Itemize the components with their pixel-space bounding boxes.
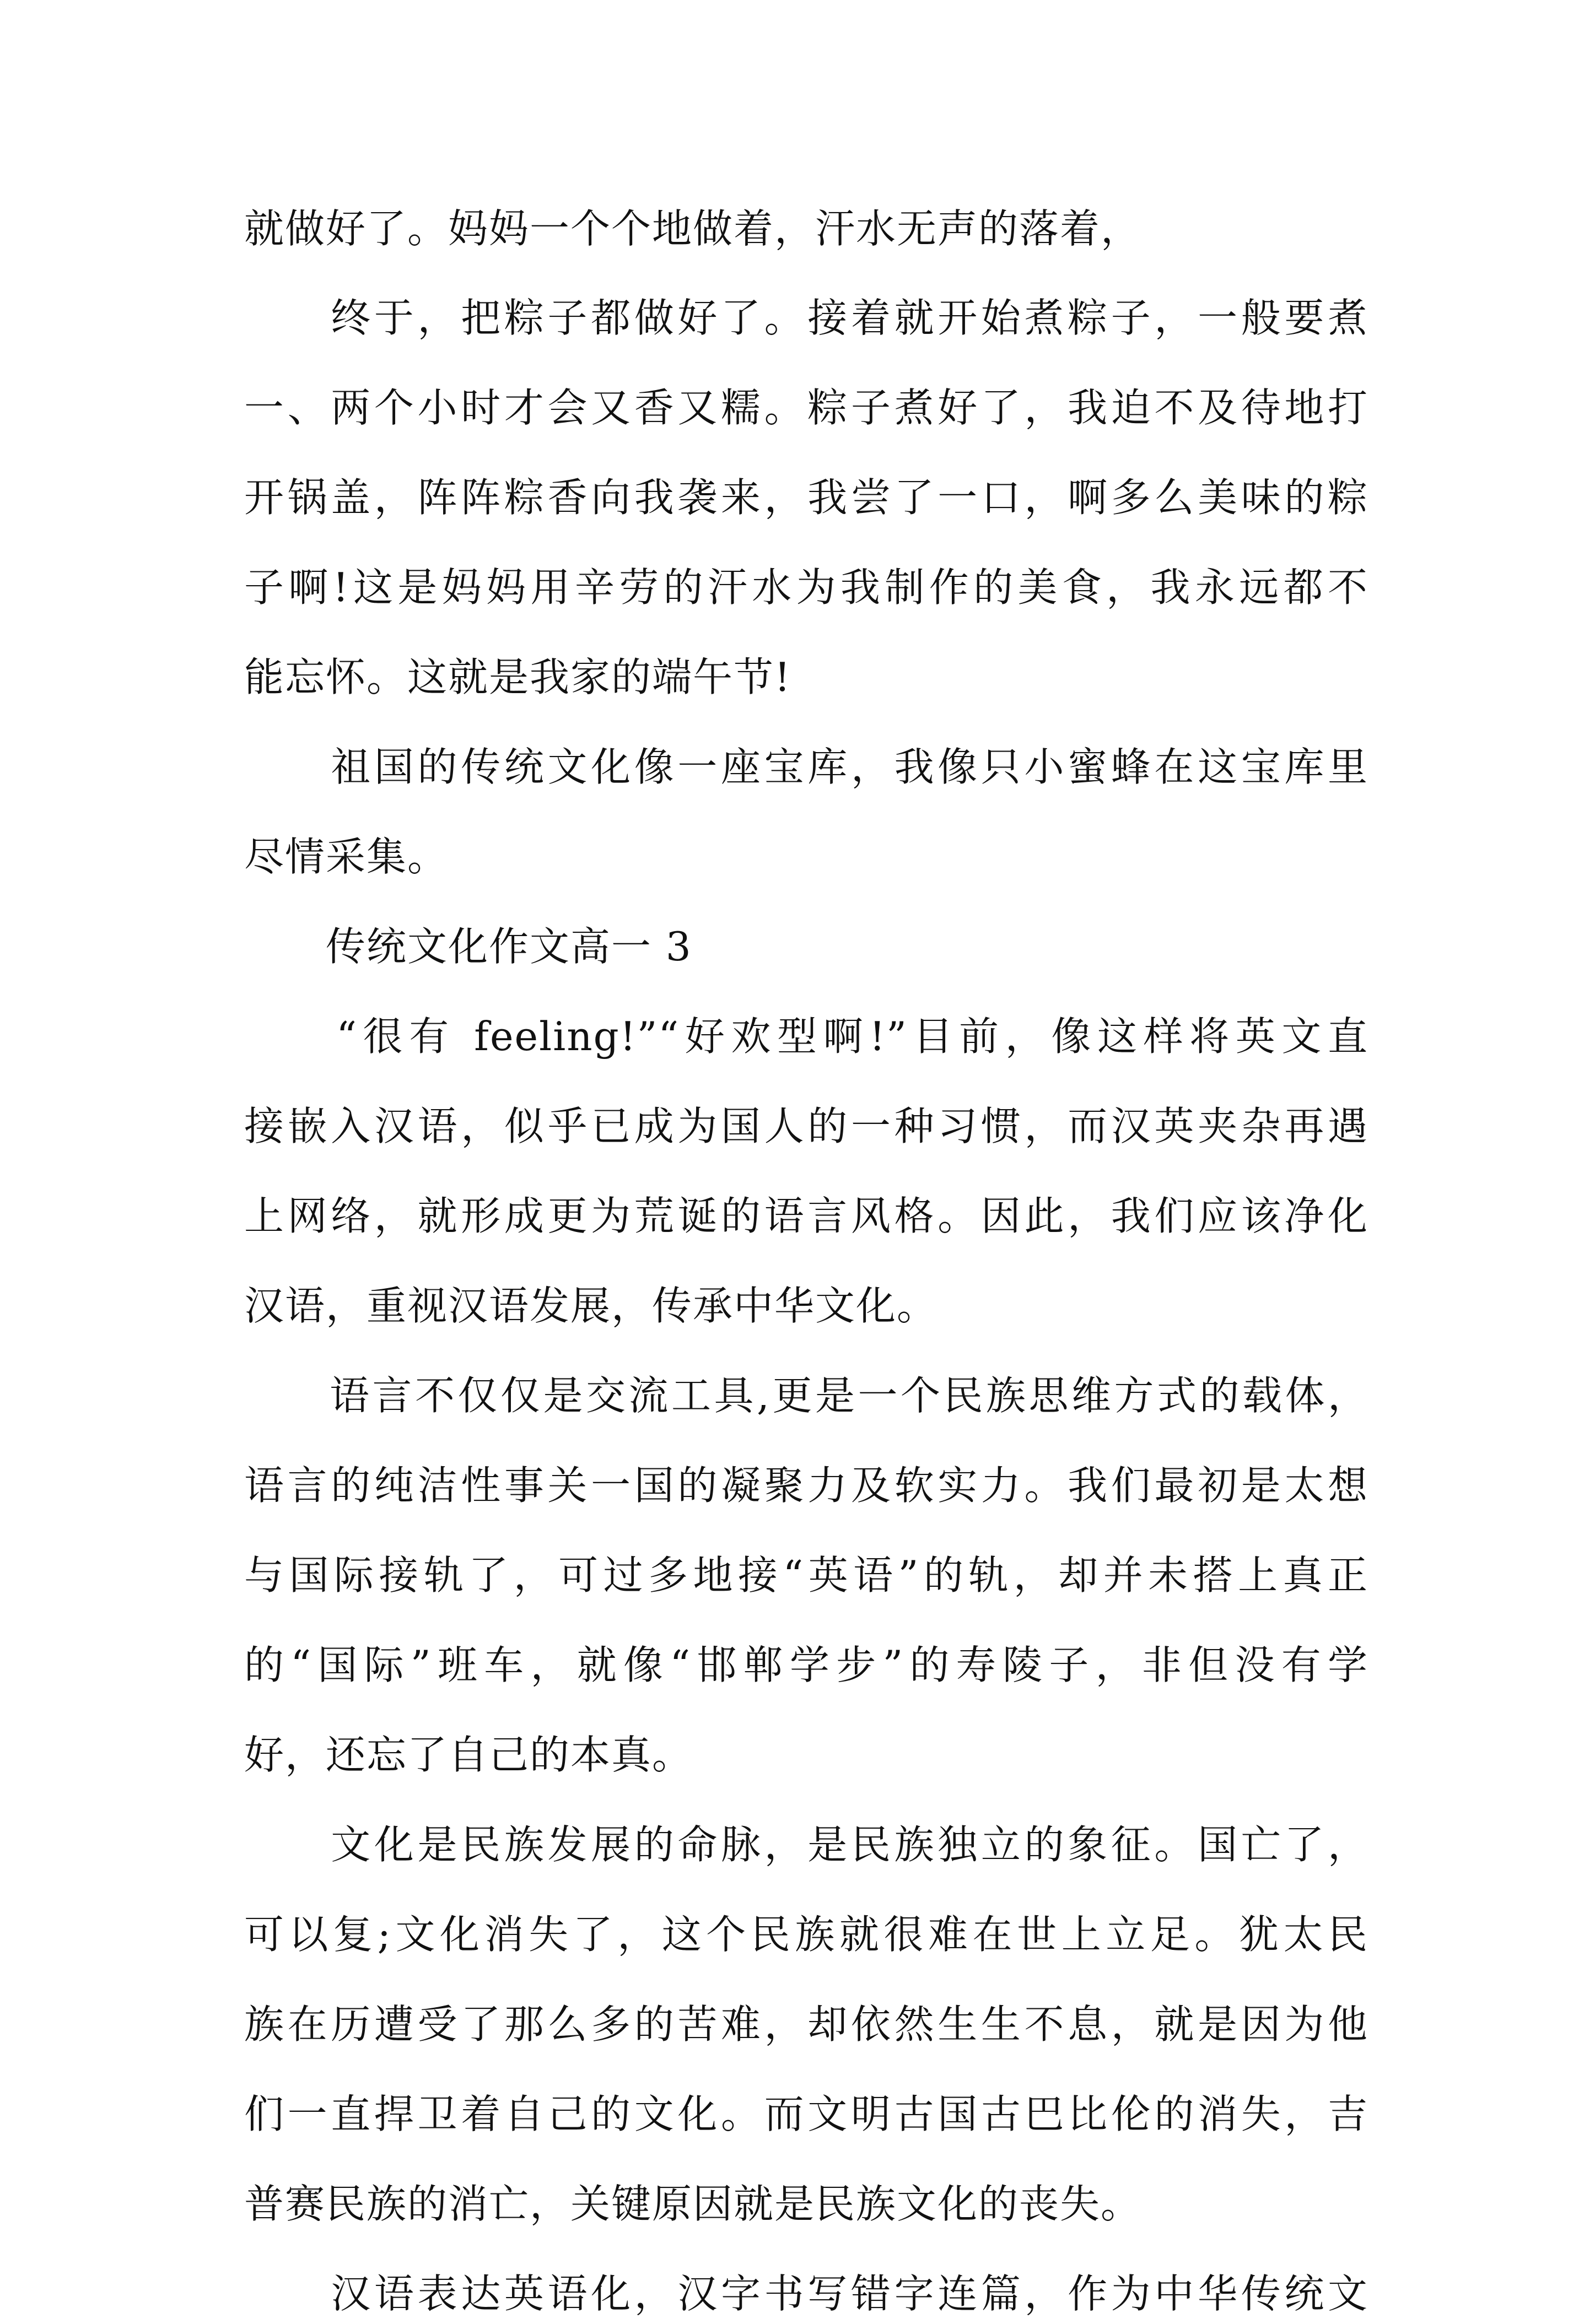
- text-line: 与国际接轨了，可过多地接“英语”的轨，却并未搭上真正: [244, 1552, 1368, 1598]
- text-line: 就做好了。妈妈一个个地做着，汗水无声的落着，: [244, 206, 1142, 252]
- text-line: 普赛民族的消亡，关键原因就是民族文化的丧失。: [244, 2181, 1142, 2227]
- text-line: 族在历遭受了那么多的苦难，却依然生生不息，就是因为他: [244, 2001, 1368, 2047]
- text-line: 祖国的传统文化像一座宝库，我像只小蜜蜂在这宝库里: [244, 744, 1368, 790]
- text-line: “很有 feeling!”“好欢型啊!”目前，像这样将英文直: [244, 1013, 1368, 1060]
- text-line: 子啊!这是妈妈用辛劳的汗水为我制作的美食，我永远都不: [244, 564, 1368, 610]
- text-line: 汉语，重视汉语发展，传承中华文化。: [244, 1283, 938, 1329]
- text-line: 好，还忘了自己的本真。: [244, 1732, 693, 1778]
- text-line: 上网络，就形成更为荒诞的语言风格。因此，我们应该净化: [244, 1193, 1368, 1239]
- text-line: 汉语表达英语化，汉字书写错字连篇，作为中华传统文: [244, 2271, 1368, 2317]
- text-line: 们一直捍卫着自己的文化。而文明古国古巴比伦的消失，吉: [244, 2091, 1368, 2137]
- section-heading: 传统文化作文高一 3: [244, 923, 692, 970]
- text-line: 文化是民族发展的命脉，是民族独立的象征。国亡了，: [244, 1822, 1368, 1868]
- text-line: 能忘怀。这就是我家的端午节!: [244, 654, 791, 700]
- text-line: 一、两个小时才会又香又糯。粽子煮好了，我迫不及待地打: [244, 385, 1368, 431]
- text-line: 终于，把粽子都做好了。接着就开始煮粽子，一般要煮: [244, 295, 1368, 341]
- text-line: 语言的纯洁性事关一国的凝聚力及软实力。我们最初是太想: [244, 1462, 1368, 1509]
- text-line: 接嵌入汉语，似乎已成为国人的一种习惯，而汉英夹杂再遇: [244, 1103, 1368, 1149]
- text-line: 的“国际”班车，就像“邯郸学步”的寿陵子，非但没有学: [244, 1642, 1368, 1688]
- text-line: 开锅盖，阵阵粽香向我袭来，我尝了一口，啊多么美味的粽: [244, 474, 1368, 521]
- text-line: 可以复;文化消失了，这个民族就很难在世上立足。犹太民: [244, 1911, 1368, 1958]
- text-line: 语言不仅仅是交流工具,更是一个民族思维方式的载体，: [244, 1372, 1368, 1419]
- text-line: 尽情采集。: [244, 834, 449, 880]
